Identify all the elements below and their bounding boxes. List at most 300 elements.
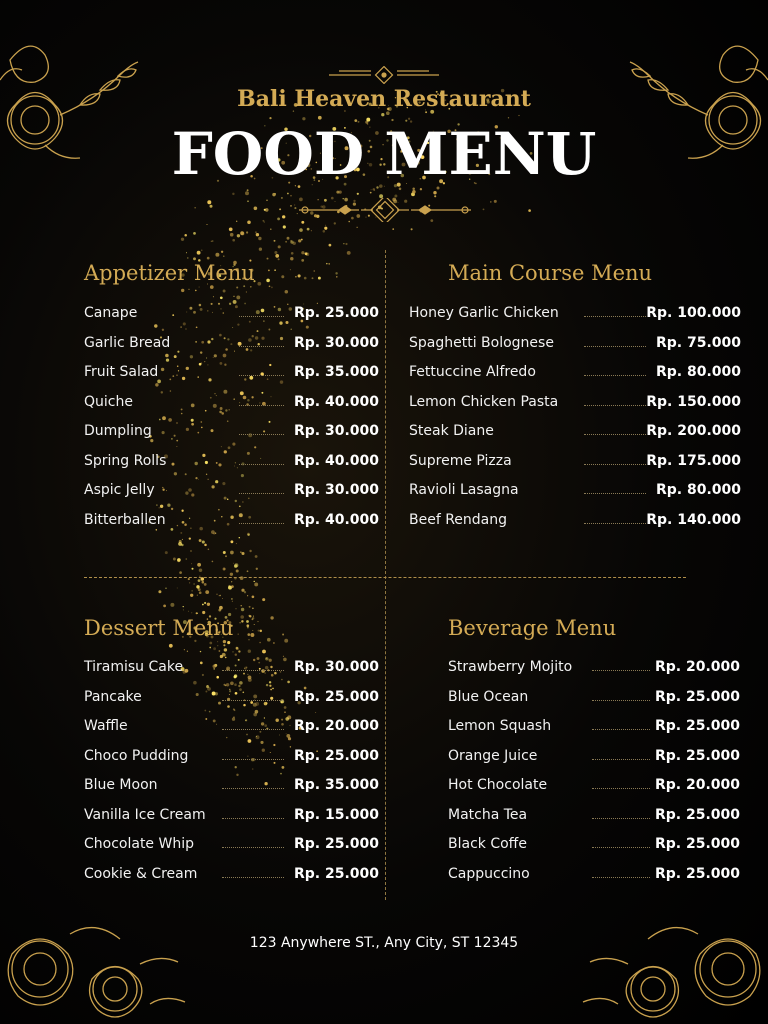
glitter-particle [255,231,257,233]
glitter-particle [198,588,201,591]
glitter-particle [249,606,251,608]
glitter-particle [301,239,303,241]
glitter-particle [158,590,161,593]
glitter-particle [275,193,276,194]
dotted-leader [584,434,646,435]
glitter-particle [518,115,519,116]
glitter-particle [207,224,208,225]
glitter-particle [295,276,297,278]
menu-item [448,777,740,807]
glitter-particle [220,296,223,299]
beverage-item-list [448,659,740,895]
glitter-particle [278,258,280,260]
menu-item-price: Rp. 30.000 [293,659,379,675]
glitter-particle [223,256,224,257]
glitter-particle [237,234,240,237]
glitter-particle [222,598,223,599]
glitter-particle [269,285,271,287]
glitter-particle [254,624,255,625]
page-title: FOOD MENU [171,120,597,188]
glitter-particle [290,269,291,270]
menu-item-price: Rp. 35.000 [293,364,379,380]
glitter-particle [207,200,211,204]
glitter-particle [371,189,372,190]
menu-item-name: Blue Ocean [448,688,529,705]
glitter-particle [232,193,234,195]
glitter-particle [233,300,237,304]
glitter-particle [281,275,284,278]
glitter-particle [163,605,166,608]
glitter-particle [212,561,214,563]
glitter-particle [273,642,275,644]
menu-item-price: Rp. 25.000 [654,718,740,734]
dotted-leader [222,818,284,819]
glitter-particle [201,250,202,251]
glitter-particle [270,228,271,229]
menu-item [84,482,379,512]
glitter-particle [193,257,196,260]
glitter-particle [247,627,249,629]
menu-item-price: Rp. 20.000 [654,777,740,793]
glitter-particle [190,594,193,597]
glitter-particle [278,245,281,248]
glitter-particle [186,252,187,253]
glitter-particle [184,649,185,650]
glitter-particle [198,579,201,582]
menu-item-price: Rp. 25.000 [293,865,379,882]
glitter-particle [227,641,230,644]
glitter-particle [294,207,296,209]
glitter-particle [191,563,192,564]
menu-item [84,394,379,424]
glitter-particle [267,638,271,642]
appetizer-item-list [84,305,379,541]
glitter-particle [252,595,255,598]
glitter-particle [236,543,237,544]
menu-item-price: Rp. 40.000 [293,511,379,528]
glitter-particle [263,650,265,652]
glitter-particle [188,611,189,612]
menu-item-name: Quiche [84,393,133,410]
glitter-particle [240,551,241,552]
menu-item-price: Rp. 140.000 [646,511,741,528]
section-title-dessert: Dessert Menu [84,616,234,640]
glitter-particle [213,296,214,297]
glitter-particle [207,257,210,260]
glitter-particle [225,655,226,656]
glitter-particle [285,290,289,294]
glitter-particle [211,241,212,242]
menu-item-name: Chocolate Whip [84,836,194,852]
dotted-leader [239,464,284,465]
glitter-particle [290,205,292,207]
glitter-particle [241,605,242,606]
menu-item-price: Rp. 25.000 [293,836,379,852]
glitter-particle [247,624,250,627]
glitter-particle [287,193,289,195]
menu-item [448,807,740,837]
glitter-particle [274,251,277,254]
glitter-particle [247,189,249,191]
menu-item-name: Ravioli Lasagna [409,482,519,498]
glitter-particle [235,653,237,655]
glitter-particle [318,116,322,120]
glitter-particle [325,225,326,226]
glitter-particle [265,208,269,212]
menu-item [84,453,379,483]
glitter-particle [241,608,244,611]
menu-item [448,866,740,896]
glitter-particle [205,590,209,594]
glitter-particle [285,241,287,243]
glitter-particle [247,633,250,636]
glitter-particle [270,616,273,619]
glitter-particle [223,290,226,293]
glitter-particle [220,595,221,596]
glitter-particle [370,192,372,194]
glitter-particle [232,601,233,602]
glitter-particle [232,239,235,242]
glitter-particle [209,642,212,645]
glitter-particle [246,292,247,293]
glitter-particle [223,551,226,554]
glitter-particle [169,644,173,648]
menu-item-price: Rp. 25.000 [654,865,740,882]
glitter-particle [231,598,233,600]
glitter-particle [230,233,234,237]
glitter-particle [271,287,273,289]
glitter-particle [236,647,239,650]
glitter-particle [196,612,198,614]
glitter-particle [260,630,262,632]
glitter-particle [508,117,509,118]
glitter-particle [193,583,194,584]
glitter-particle [246,620,249,623]
glitter-particle [229,227,233,231]
glitter-particle [252,617,254,619]
dotted-leader [222,759,284,760]
menu-item [409,305,741,335]
glitter-particle [240,615,244,619]
glitter-particle [290,195,292,197]
section-title-main-course: Main Course Menu [448,261,653,285]
dotted-leader [592,759,650,760]
glitter-particle [188,289,189,290]
menu-item-price: Rp. 175.000 [646,452,741,469]
menu-item [84,866,379,896]
glitter-particle [183,606,184,607]
menu-item-name: Fruit Salad [84,364,159,380]
glitter-particle [223,568,226,571]
title-ornament-top [329,66,439,84]
dotted-leader [584,464,646,465]
menu-item-name: Waffle [84,718,128,734]
glitter-particle [236,608,237,609]
glitter-particle [267,258,269,260]
glitter-particle [336,191,339,194]
menu-item-price: Rp. 200.000 [646,423,741,439]
dotted-leader [584,346,646,347]
glitter-particle [299,228,303,232]
dotted-leader [584,523,646,524]
glitter-particle [231,581,232,582]
glitter-particle [252,607,254,609]
glitter-particle [253,616,254,617]
restaurant-name: Bali Heaven Restaurant [237,86,531,112]
menu-item-price: Rp. 25.000 [654,836,740,852]
menu-item [84,689,379,719]
glitter-particle [217,645,218,646]
glitter-particle [335,272,337,274]
menu-item [448,748,740,778]
glitter-particle [311,230,312,231]
glitter-particle [234,563,238,567]
glitter-particle [305,252,308,255]
glitter-particle [202,578,203,579]
glitter-particle [183,609,184,610]
menu-item [84,659,379,689]
glitter-particle [246,231,248,233]
glitter-particle [268,270,270,272]
glitter-particle [219,595,220,596]
menu-item-name: Spaghetti Bolognese [409,334,554,351]
glitter-particle [245,191,249,195]
glitter-particle [199,591,202,594]
menu-item-price: Rp. 30.000 [293,423,379,439]
glitter-particle [212,240,214,242]
glitter-particle [307,228,310,231]
dessert-item-list [84,659,379,895]
glitter-particle [197,563,201,567]
glitter-particle [244,591,246,593]
menu-item [409,335,741,365]
glitter-particle [282,215,285,218]
glitter-particle [294,204,295,205]
glitter-particle [255,555,258,558]
glitter-particle [238,650,240,652]
menu-item-name: Orange Juice [448,747,538,764]
glitter-particle [196,585,199,588]
glitter-particle [191,612,192,613]
glitter-particle [230,551,234,555]
glitter-particle [184,234,187,237]
glitter-particle [259,248,262,251]
glitter-particle [262,220,264,222]
glitter-particle [202,581,205,584]
glitter-particle [218,609,221,612]
glitter-particle [240,231,244,235]
glitter-particle [241,620,243,622]
menu-item [448,659,740,689]
menu-item-name: Fettuccine Alfredo [409,364,536,380]
glitter-particle [247,221,251,225]
menu-item-price: Rp. 25.000 [654,806,740,823]
glitter-particle [347,251,351,255]
glitter-particle [323,230,326,233]
menu-item [84,807,379,837]
glitter-particle [170,603,174,607]
glitter-particle [528,209,531,212]
glitter-particle [200,651,201,652]
glitter-particle [301,259,304,262]
glitter-particle [329,244,332,247]
glitter-particle [248,639,249,640]
dotted-leader [239,523,284,524]
dotted-leader [592,670,650,671]
glitter-particle [298,239,301,242]
dotted-leader [239,316,284,317]
dotted-leader [584,405,646,406]
glitter-particle [336,276,337,277]
menu-item-name: Aspic Jelly [84,482,155,498]
glitter-particle [193,232,196,235]
glitter-particle [225,555,227,557]
glitter-particle [191,568,193,570]
menu-item-name: Cookie & Cream [84,865,198,882]
glitter-particle [223,644,225,646]
glitter-particle [334,222,336,224]
glitter-particle [247,200,249,202]
glitter-particle [326,263,328,265]
glitter-particle [243,285,245,287]
glitter-particle [433,191,436,194]
menu-item-name: Hot Chocolate [448,777,548,793]
glitter-particle [181,289,184,292]
glitter-particle [290,240,293,243]
glitter-particle [324,227,327,230]
menu-item-price: Rp. 20.000 [654,659,740,675]
glitter-particle [258,630,260,632]
menu-item-name: Garlic Bread [84,334,171,351]
glitter-particle [254,582,258,586]
menu-item-price: Rp. 80.000 [655,364,741,380]
menu-item-name: Steak Diane [409,423,494,439]
glitter-particle [281,197,283,199]
menu-item [409,453,741,483]
glitter-particle [165,588,166,589]
menu-item-price: Rp. 25.000 [293,688,379,705]
menu-item [84,423,379,453]
glitter-particle [259,642,261,644]
glitter-particle [224,648,227,651]
dotted-leader [222,670,284,671]
menu-item [409,394,741,424]
glitter-particle [328,263,330,265]
menu-item [84,335,379,365]
dotted-leader [222,877,284,878]
glitter-particle [247,570,249,572]
glitter-particle [187,651,188,652]
menu-item-name: Choco Pudding [84,747,189,764]
glitter-particle [233,563,234,564]
glitter-particle [248,650,251,653]
menu-item-name: Black Coffe [448,836,527,852]
menu-item-name: Strawberry Mojito [448,659,573,675]
glitter-particle [483,208,485,210]
glitter-particle [298,274,301,277]
glitter-particle [187,257,188,258]
menu-item-name: Tiramisu Cake [84,659,184,675]
glitter-particle [494,200,497,203]
glitter-particle [304,277,307,280]
section-title-beverage: Beverage Menu [448,616,617,640]
dotted-leader [222,847,284,848]
menu-item [84,748,379,778]
glitter-particle [208,549,210,551]
glitter-particle [411,228,413,230]
glitter-particle [279,208,281,210]
dotted-leader [592,788,650,789]
glitter-particle [189,582,190,583]
menu-item-name: Lemon Squash [448,718,552,734]
menu-item-name: Supreme Pizza [409,452,512,469]
menu-item-price: Rp. 40.000 [293,393,379,410]
menu-item [448,836,740,866]
menu-item [448,689,740,719]
menu-item [84,512,379,542]
menu-item-price: Rp. 30.000 [293,482,379,498]
glitter-particle [209,205,212,208]
glitter-particle [195,290,197,292]
glitter-particle [216,594,217,595]
dotted-leader [239,405,284,406]
glitter-particle [181,238,184,241]
glitter-particle [213,647,216,650]
dotted-leader [239,493,284,494]
glitter-particle [236,221,237,222]
glitter-particle [314,270,315,271]
menu-item [448,718,740,748]
menu-item-name: Matcha Tea [448,806,528,823]
section-title-appetizer: Appetizer Menu [84,261,255,285]
menu-item [84,718,379,748]
menu-item-price: Rp. 75.000 [655,334,741,351]
glitter-particle [381,113,384,116]
glitter-particle [239,622,240,623]
glitter-particle [202,604,204,606]
menu-item-price: Rp. 25.000 [654,747,740,764]
glitter-particle [249,550,251,552]
glitter-particle [256,233,259,236]
glitter-particle [374,190,375,191]
glitter-particle [207,603,210,606]
menu-item-name: Lemon Chicken Pasta [409,393,559,410]
glitter-particle [188,578,190,580]
menu-item [409,364,741,394]
glitter-particle [343,243,344,244]
glitter-particle [248,615,250,617]
dotted-leader [239,375,284,376]
glitter-particle [192,590,193,591]
dotted-leader [592,818,650,819]
glitter-particle [282,634,284,636]
glitter-particle [233,296,234,297]
glitter-particle [258,237,261,240]
glitter-particle [204,602,206,604]
glitter-particle [231,585,234,588]
glitter-particle [210,285,214,289]
glitter-particle [236,286,238,288]
menu-item-name: Bitterballen [84,511,166,528]
glitter-particle [312,277,314,279]
menu-item-name: Honey Garlic Chicken [409,305,559,321]
menu-item-price: Rp. 100.000 [646,305,741,321]
glitter-particle [291,252,294,255]
glitter-particle [232,651,233,652]
glitter-particle [301,251,304,254]
glitter-particle [257,621,258,622]
menu-item-name: Beef Rendang [409,511,508,528]
